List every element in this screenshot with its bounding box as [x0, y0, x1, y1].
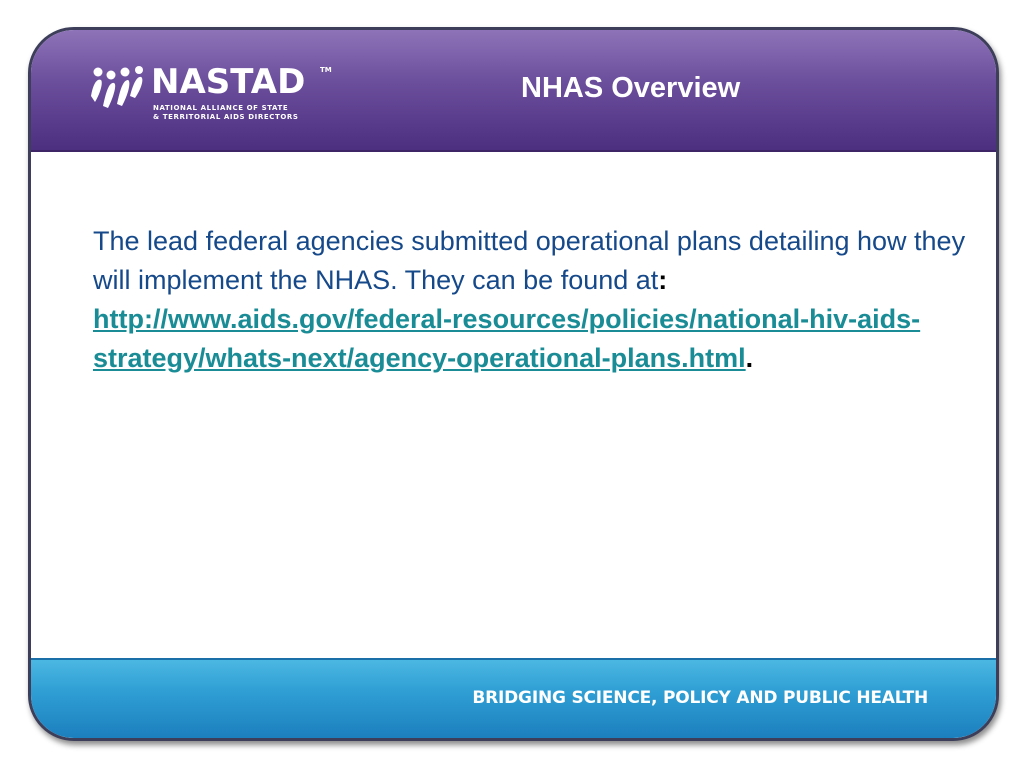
logo-wordmark: NASTAD — [151, 62, 306, 102]
footer-tagline: BRIDGING SCIENCE, POLICY AND PUBLIC HEALTH — [472, 688, 928, 708]
slide-title: NHAS Overview — [521, 72, 741, 104]
slide-header — [31, 30, 996, 152]
operational-plans-link[interactable]: http://www.aids.gov/federal-resources/policies/national-hiv-aids-strategy/whats-next/agency-operational-plans.html — [93, 304, 921, 373]
people-figures-icon — [89, 66, 147, 110]
nastad-logo — [89, 62, 339, 126]
body-colon: : — [658, 265, 668, 295]
logo-trademark: TM — [320, 66, 332, 74]
body-period: . — [745, 343, 754, 373]
slide — [28, 27, 999, 741]
logo-subtitle-line1: NATIONAL ALLIANCE OF STATE — [153, 104, 289, 112]
body-text-intro: The lead federal agencies submitted operational plans detailing how they will implement the NHAS. They can be found at — [93, 226, 966, 295]
slide-body-paragraph — [93, 222, 973, 378]
slide-footer — [31, 658, 996, 738]
logo-subtitle-line2: & TERRITORIAL AIDS DIRECTORS — [153, 113, 299, 121]
